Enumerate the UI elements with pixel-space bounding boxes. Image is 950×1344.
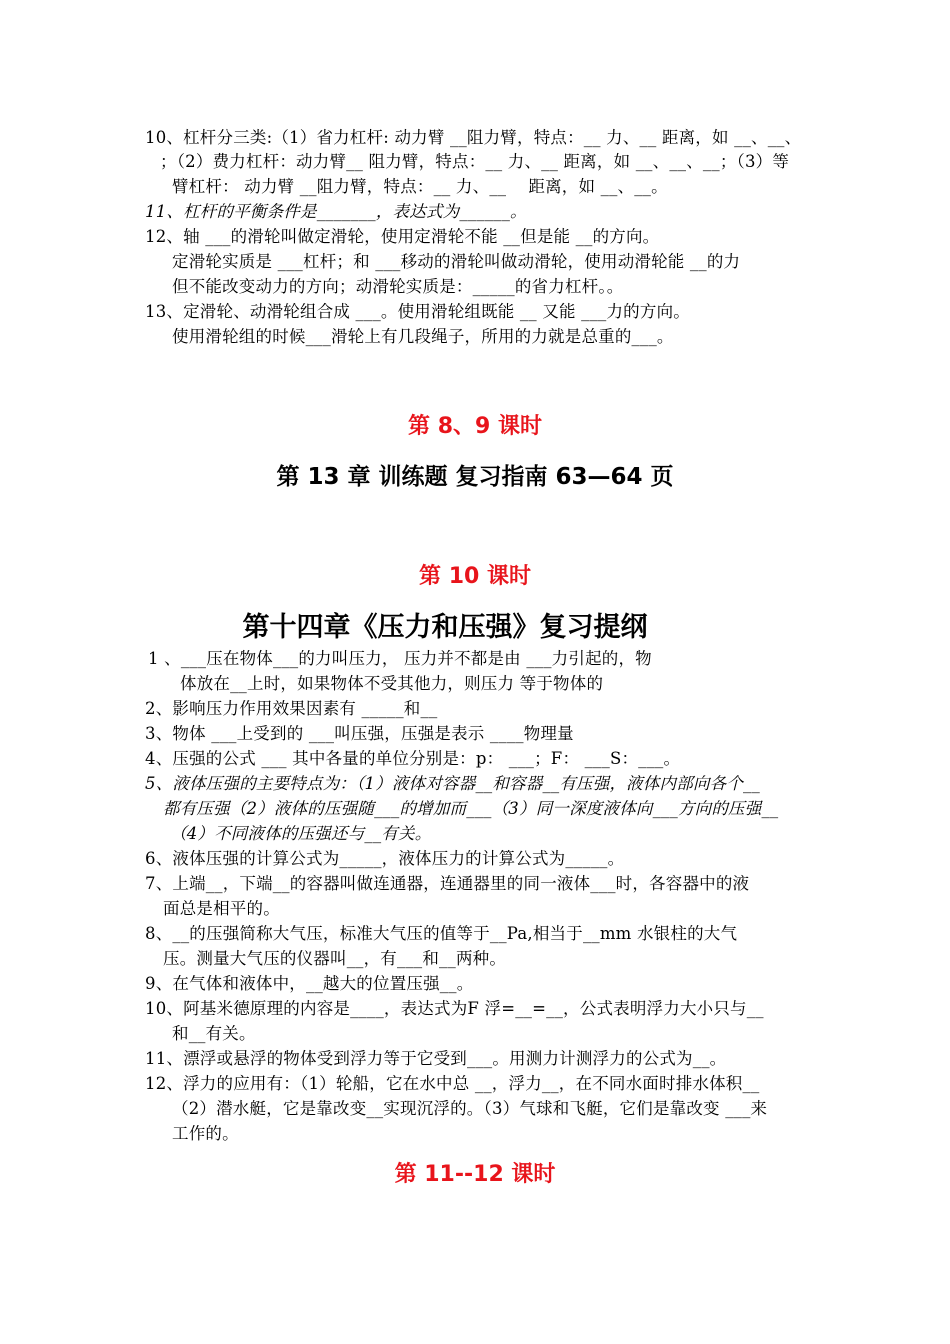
text-line-6: 6、液体压强的计算公式为_____，液体压力的计算公式为_____。 (145, 849, 625, 868)
lesson-10-heading: 第 10 课时 (419, 564, 531, 589)
text-line-9: 9、在气体和液体中，__越大的位置压强__。 (145, 974, 474, 993)
text-line-13b: 使用滑轮组的时候___滑轮上有几段绳子，所用的力就是总重的___。 (172, 327, 674, 346)
text-line-10b: ；（2）费力杠杆：动力臂__ 阻力臂，特点：__ 力、__ 距离，如 __、__、__；（3）等 (160, 152, 790, 171)
text-line-10-archimedes-b: 和__有关。 (172, 1024, 256, 1043)
text-line-5a: 5、液体压强的主要特点为：（1）液体对容器__和容器__有压强，液体内部向各个__ (145, 774, 760, 793)
text-line-11: 11、杠杆的平衡条件是_______，表达式为______。 (145, 202, 527, 221)
text-line-8b: 压。测量大气压的仪器叫__，有___和__两种。 (163, 949, 507, 968)
lesson-11-12-heading: 第 11--12 课时 (394, 1162, 556, 1187)
text-line-1b: 体放在__上时，如果物体不受其他力，则压力 等于物体的 (180, 674, 604, 693)
chapter-13-heading: 第 13 章 训练题 复习指南 63—64 页 (276, 464, 674, 490)
text-line-1a: 1 、___压在物体___的力叫压力， 压力并不都是由 ___力引起的，物 (148, 649, 652, 668)
text-line-7a: 7、上端__，下端__的容器叫做连通器，连通器里的同一液体___时，各容器中的液 (145, 874, 750, 893)
text-line-5c: （4）不同液体的压强还与__有关。 (170, 824, 432, 843)
text-line-12-apply-c: 工作的。 (172, 1124, 239, 1143)
text-line-10a: 10、杠杆分三类:（1）省力杠杆: 动力臂 __阻力臂，特点：__ 力、__ 距离，如 __、__、 (145, 128, 802, 147)
text-line-12b: 定滑轮实质是 ___杠杆；和 ___移动的滑轮叫做动滑轮，使用动滑轮能 __的力 (172, 252, 741, 271)
text-line-4: 4、压强的公式 ___ 其中各量的单位分别是：p： ___；F： ___S：___。 (145, 749, 681, 768)
text-line-12c: 但不能改变动力的方向；动滑轮实质是：_____的省力杠杆。。 (172, 277, 624, 296)
text-line-3: 3、物体 ___上受到的 ___叫压强，压强是表示 ____物理量 (145, 724, 574, 743)
text-line-12-apply-b: （2）潜水艇，它是靠改变__实现沉浮的。（3）气球和飞艇，它们是靠改变 ___来 (172, 1099, 768, 1118)
text-line-7b: 面总是相平的。 (163, 899, 280, 918)
text-line-12-apply-a: 12、浮力的应用有：（1）轮船，它在水中总 __，浮力__，在不同水面时排水体积__ (145, 1074, 760, 1093)
text-line-2: 2、影响压力作用效果因素有 _____和__ (145, 699, 438, 718)
text-line-10c: 臂杠杆： 动力臂 __阻力臂，特点：__ 力、__ 距离，如 __、__。 (172, 177, 668, 196)
chapter-14-title: 第十四章《压力和压强》复习提纲 (242, 612, 648, 643)
text-line-8a: 8、__的压强简称大气压，标准大气压的值等于__Pa,相当于__mm 水银柱的大气 (145, 924, 738, 943)
text-line-11-float: 11、漂浮或悬浮的物体受到浮力等于它受到___。用测力计测浮力的公式为__。 (145, 1049, 727, 1068)
text-line-10-archimedes-a: 10、阿基米德原理的内容是____，表达式为F 浮=__=__，公式表明浮力大小只与__ (145, 999, 764, 1018)
text-line-12a: 12、轴 ___的滑轮叫做定滑轮，使用定滑轮不能 __但是能 __的方向。 (145, 227, 660, 246)
text-line-5b: 都有压强（2）液体的压强随___的增加而___（3）同一深度液体向___方向的压强__ (163, 799, 779, 818)
lesson-8-9-heading: 第 8、9 课时 (408, 414, 542, 439)
text-line-13a: 13、定滑轮、动滑轮组合成 ___。使用滑轮组既能 __ 又能 ___力的方向。 (145, 302, 690, 321)
